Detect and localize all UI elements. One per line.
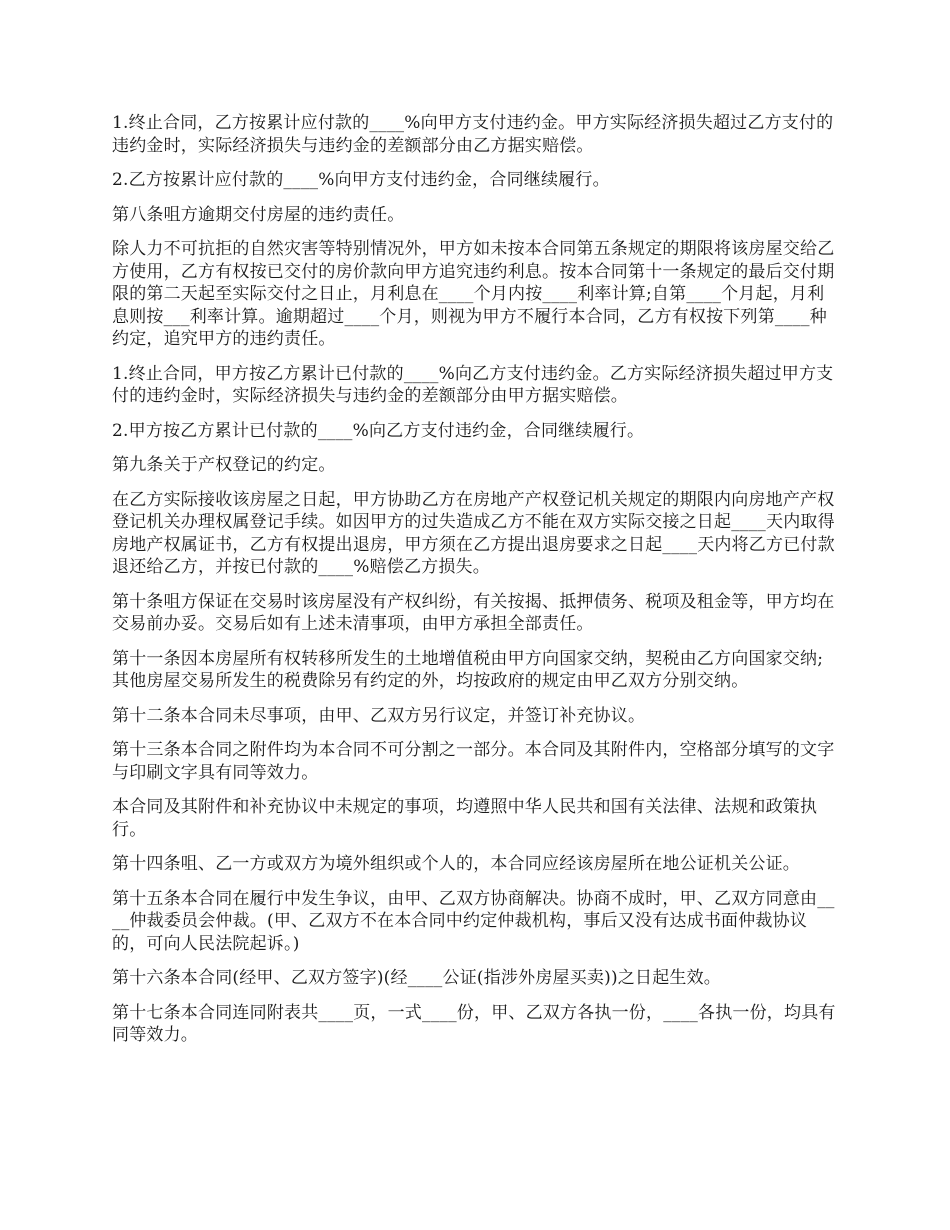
article-8-heading: 第八条咀方逾期交付房屋的违约责任。 [112, 204, 405, 225]
article-14: 第十四条咀、乙一方或双方为境外组织或个人的，本合同应经该房屋所在地公证机关公证。 [112, 854, 800, 874]
article-13: 第十三条本合同之附件均为本合同不可分割之一部分。本合同及其附件内，空格部分填写的文字与印刷文字具有同等效力。 [112, 740, 835, 783]
article-10: 第十条咀方保证在交易时该房屋没有产权纠纷，有关按揭、抵押债务、税项及租金等，甲方均在交易前办妥。交易后如有上述未清事项，由甲方承担全部责任。 [112, 591, 835, 634]
article-8-body: 除人力不可抗拒的自然灾害等特别情况外，甲方如未按本合同第五条规定的期限将该房屋交给乙方使用，乙方有权按已交付的房价款向甲方追究违约利息。按本合同第十一条规定的最后交付期限的第二天起至实际交付之日止，月利息在____个月内按____利率计算;自第____个月起，月利息则按___利率计算。逾期超过____个月，则视为甲方不履行本合同，乙方有权按下列第____种约定，追究甲方的违约责任。 [112, 239, 835, 349]
article-16: 第十六条本合同(经甲、乙双方签字)(经____公证(指涉外房屋买卖))之日起生效。 [112, 968, 721, 988]
article-12: 第十二条本合同未尽事项，由甲、乙双方另行议定，并签订补充协议。 [112, 705, 646, 726]
article-15: 第十五条本合同在履行中发生争议，由甲、乙双方协商解决。协商不成时，甲、乙双方同意由____仲裁委员会仲裁。(甲、乙双方不在本合同中约定仲裁机构，事后又没有达成书面仲裁协议的，可向人民法院起诉。) [112, 888, 835, 954]
paragraph-termination-buyer-penalty: 1.终止合同，乙方按累计应付款的____%向甲方支付违约金。甲方实际经济损失超过乙方支付的违约金时，实际经济损失与违约金的差额部分由乙方据实赔偿。 [112, 113, 834, 156]
article-9-body: 在乙方实际接收该房屋之日起，甲方协助乙方在房地产产权登记机关规定的期限内向房地产产权登记机关办理权属登记手续。如因甲方的过失造成乙方不能在双方实际交接之日起____天内取得房地产权属证书，乙方有权提出退房，甲方须在乙方提出退房要求之日起____天内将乙方已付款退还给乙方，并按已付款的____%赔偿乙方损失。 [112, 489, 835, 577]
paragraph-buyer-penalty-continue: 2.乙方按累计应付款的____%向甲方支付违约金，合同继续履行。 [112, 170, 610, 190]
article-9-heading: 第九条关于产权登记的约定。 [112, 455, 336, 475]
article-11: 第十一条因本房屋所有权转移所发生的土地增值税由甲方向国家交纳，契税由乙方向国家交纳;其他房屋交易所发生的税费除另有约定的外，均按政府的规定由甲乙双方分别交纳。 [112, 648, 824, 691]
article-13-supplement: 本合同及其附件和补充协议中未规定的事项，均遵照中华人民共和国有关法律、法规和政策执行。 [112, 797, 818, 840]
paragraph-termination-seller-penalty: 1.终止合同，甲方按乙方累计已付款的____%向乙方支付违约金。乙方实际经济损失超过甲方支付的违约金时，实际经济损失与违约金的差额部分由甲方据实赔偿。 [112, 363, 834, 406]
article-17: 第十七条本合同连同附表共____页，一式____份，甲、乙双方各执一份，____各执一份，均具有同等效力。 [112, 1002, 836, 1045]
paragraph-seller-penalty-continue: 2.甲方按乙方累计已付款的____%向乙方支付违约金，合同继续履行。 [112, 420, 645, 441]
